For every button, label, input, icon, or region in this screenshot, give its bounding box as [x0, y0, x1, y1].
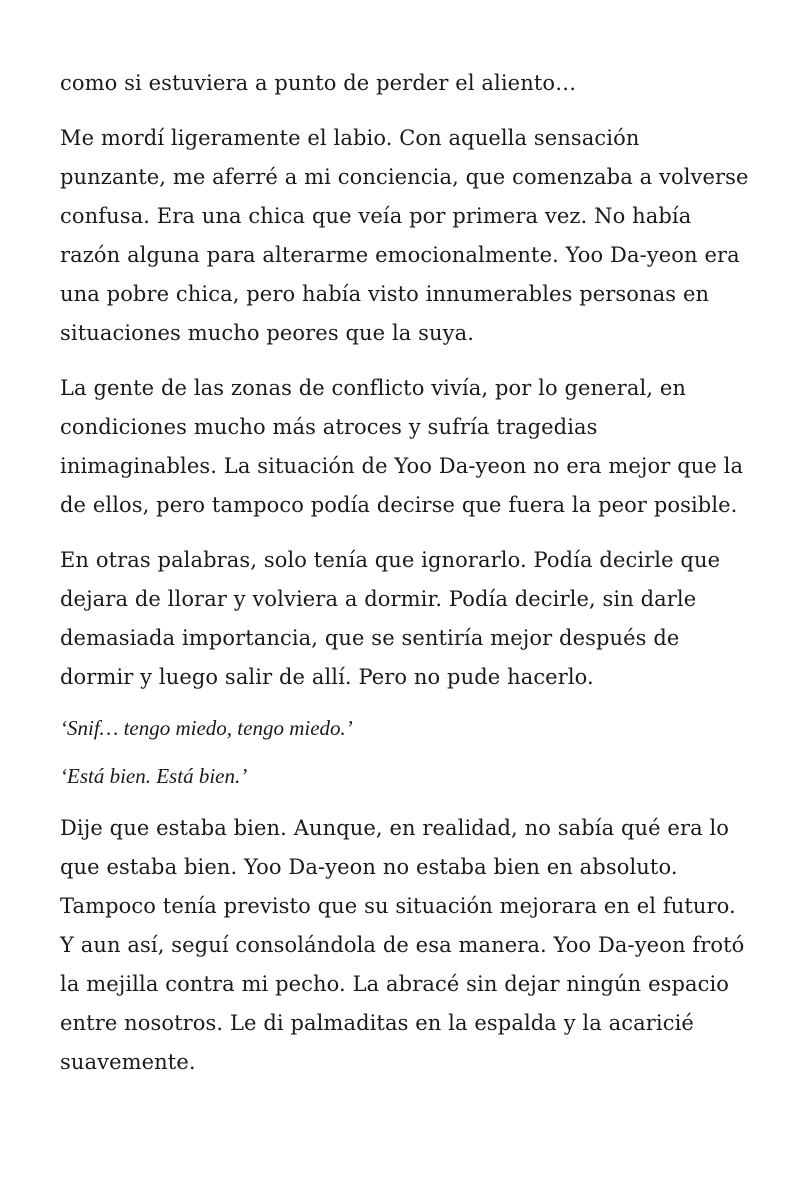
italic-dialogue-2: ‘Está bien. Está bien.’	[60, 764, 248, 788]
document-page	[60, 64, 750, 1098]
italic-dialogue-1: ‘Snif… tengo miedo, tengo miedo.’	[60, 716, 353, 740]
paragraph-1: como si estuviera a punto de perder el aliento…	[60, 71, 577, 95]
paragraph-4: En otras palabras, solo tenía que ignorarlo. Podía decirle que dejara de llorar y volviera a dormir. Podía decirle, sin darle demasiada importancia, que se sentiría mejor después de dormir y luego salir de allí. Pero no pude hacerlo.	[60, 548, 721, 689]
paragraph-3: La gente de las zonas de conflicto vivía, por lo general, en condiciones mucho más atroces y sufría tragedias inimaginables. La situación de Yoo Da-yeon no era mejor que la de ellos, pero tampoco podía decirse que fuera la peor posible.	[60, 376, 744, 517]
paragraph-2: Me mordí ligeramente el labio. Con aquella sensación punzante, me aferré a mi conciencia, que comenzaba a volverse confusa. Era una chica que veía por primera vez. No había razón alguna para alterarme emocionalmente. Yoo Da-yeon era una pobre chica, pero había visto innumerables personas en situaciones mucho peores que la suya.	[60, 126, 749, 345]
paragraph-5: Dije que estaba bien. Aunque, en realidad, no sabía qué era lo que estaba bien. Yoo Da-yeon no estaba bien en absoluto. Tampoco tenía previsto que su situación mejorara en el futuro. Y aun así, seguí consolándola de esa manera. Yoo Da-yeon frotó la mejilla contra mi pecho. La abracé sin dejar ningún espacio entre nosotros. Le di palmaditas en la espalda y la acaricié suavemente.	[60, 816, 745, 1074]
